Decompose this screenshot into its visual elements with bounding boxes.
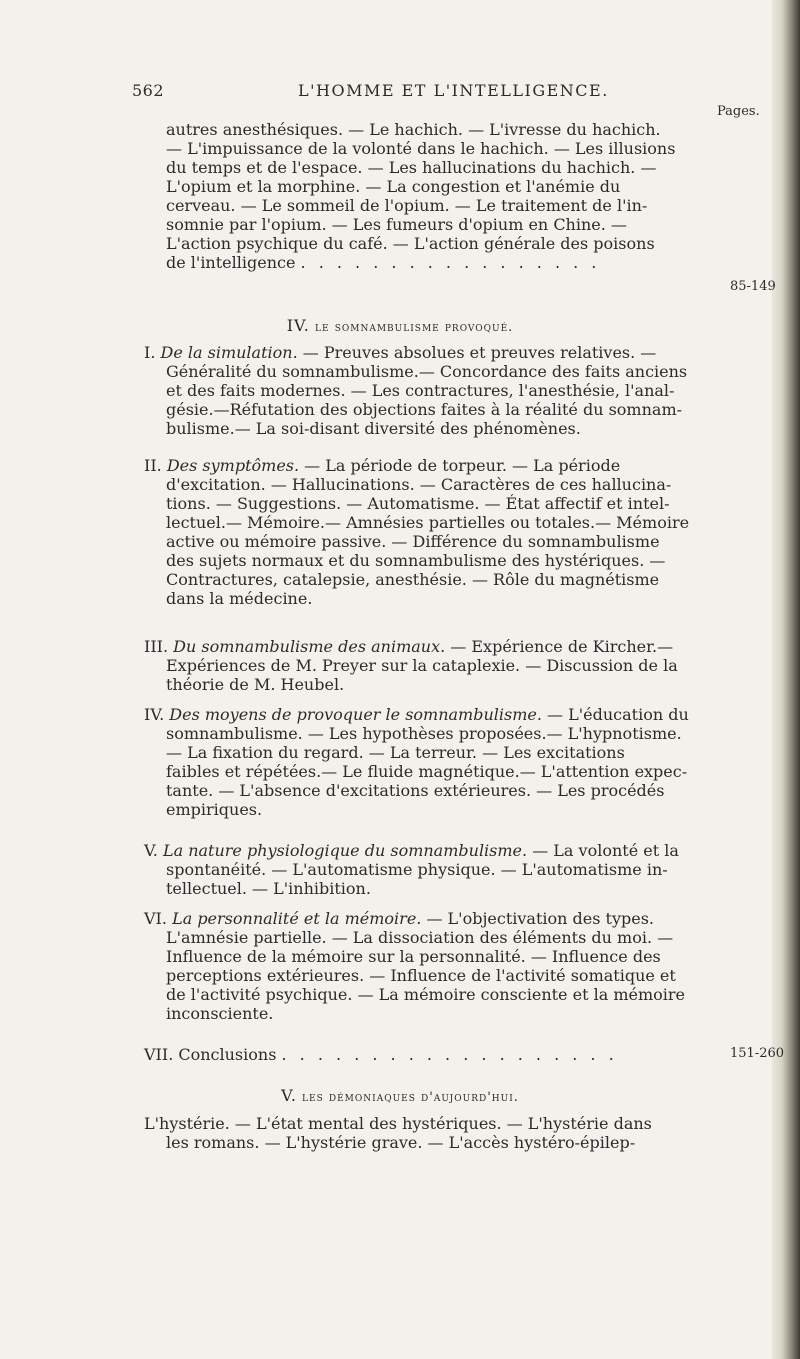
text-line: L'action psychique du café. — L'action générale des poisons bbox=[166, 234, 655, 253]
text-line: somnambulisme. — Les hypothèses proposées.— L'hypnotisme. bbox=[166, 724, 682, 743]
item-label: III. bbox=[144, 637, 169, 656]
item-heading: La nature physiologique du somnambulisme. bbox=[162, 841, 528, 860]
section4-item-1 bbox=[144, 343, 714, 438]
text-line: L'hystérie. — L'état mental des hystériques. — L'hystérie dans bbox=[144, 1114, 652, 1133]
section4-item-5 bbox=[144, 841, 714, 898]
text-line: Conclusions bbox=[173, 1045, 277, 1064]
item-heading: Des moyens de provoquer le somnambulisme. bbox=[169, 705, 542, 724]
item-label: VI. bbox=[144, 909, 167, 928]
section4-item-4 bbox=[144, 705, 714, 819]
text-line: autres anesthésiques. — Le hachich. — L'ivresse du hachich. bbox=[166, 120, 661, 139]
text-line: L'opium et la morphine. — La congestion et l'anémie du bbox=[166, 177, 621, 196]
section4-page-range: 151-260 bbox=[730, 1046, 785, 1061]
text-line: faibles et répétées.— Le fluide magnétique.— L'attention expec- bbox=[166, 762, 688, 781]
text-line: du temps et de l'espace. — Les hallucinations du hachich. — bbox=[166, 158, 657, 177]
item-label: I. bbox=[144, 343, 156, 362]
section5-numeral: V. bbox=[281, 1086, 297, 1105]
section4-item-2 bbox=[144, 456, 714, 608]
text-line: lectuel.— Mémoire.— Amnésies partielles ou totales.— Mémoire bbox=[166, 513, 690, 532]
item-heading: Du somnambulisme des animaux. bbox=[173, 637, 446, 656]
text-line: et des faits modernes. — Les contractures, l'anesthésie, l'anal- bbox=[166, 381, 675, 400]
section4-item-6 bbox=[144, 909, 714, 1023]
section4-numeral: IV. bbox=[286, 316, 310, 335]
pages-column-label: Pages. bbox=[717, 104, 760, 119]
section4-title: le somnambulisme provoqué. bbox=[315, 320, 514, 335]
section3-page-range: 85-149 bbox=[730, 279, 776, 294]
page-edge-shadow bbox=[772, 0, 800, 1359]
item-heading: De la simulation. bbox=[160, 343, 298, 362]
text-line: Généralité du somnambulisme.— Concordance des faits anciens bbox=[166, 362, 688, 381]
text-line: somnie par l'opium. — Les fumeurs d'opium en Chine. — bbox=[166, 215, 627, 234]
item-label: II. bbox=[144, 456, 162, 475]
leader-dots: . . . . . . . . . . . . . . . . . . . bbox=[281, 1045, 618, 1064]
text-line: — La période de torpeur. — La période bbox=[299, 456, 621, 475]
text-line bbox=[166, 253, 714, 272]
section4-item-3 bbox=[144, 637, 714, 694]
leader-dots: . . . . . . . . . . . . . . . . . bbox=[300, 253, 601, 272]
text-line: spontanéité. — L'automatisme physique. — L'automatisme in- bbox=[166, 860, 668, 879]
text-line: tante. — L'absence d'excitations extérieures. — Les procédés bbox=[166, 781, 665, 800]
section4-heading bbox=[0, 316, 800, 335]
text-line: active ou mémoire passive. — Différence du somnambulisme bbox=[166, 532, 660, 551]
text-line: d'excitation. — Hallucinations. — Caractères de ces hallucina- bbox=[166, 475, 672, 494]
item-label: V. bbox=[144, 841, 158, 860]
text-line: Contractures, catalepsie, anesthésie. — Rôle du magnétisme bbox=[166, 570, 660, 589]
text-line-content: de l'intelligence bbox=[166, 253, 296, 272]
text-line: gésie.—Réfutation des objections faites à la réalité du somnam- bbox=[166, 400, 683, 419]
text-line: bulisme.— La soi-disant diversité des phénomènes. bbox=[166, 419, 581, 438]
text-line: Expériences de M. Preyer sur la cataplexie. — Discussion de la bbox=[166, 656, 678, 675]
item-heading: La personnalité et la mémoire. bbox=[172, 909, 422, 928]
section5-title: les démoniaques d'aujourd'hui. bbox=[302, 1090, 519, 1105]
text-line: les romans. — L'hystérie grave. — L'accès hystéro-épilep- bbox=[166, 1133, 636, 1152]
section4-item-7 bbox=[144, 1045, 714, 1064]
text-line: inconsciente. bbox=[166, 1004, 274, 1023]
text-line: — Preuves absolues et preuves relatives. — bbox=[297, 343, 657, 362]
text-line: — L'éducation du bbox=[541, 705, 689, 724]
text-line: tellectuel. — L'inhibition. bbox=[166, 879, 371, 898]
text-line: — La volonté et la bbox=[527, 841, 679, 860]
text-line: des sujets normaux et du somnambulisme des hystériques. — bbox=[166, 551, 666, 570]
text-line: de l'activité psychique. — La mémoire consciente et la mémoire bbox=[166, 985, 686, 1004]
text-line: empiriques. bbox=[166, 800, 263, 819]
section5-paragraph bbox=[144, 1114, 714, 1152]
text-line: — La fixation du regard. — La terreur. — Les excitations bbox=[166, 743, 625, 762]
text-line: — L'impuissance de la volonté dans le hachich. — Les illusions bbox=[166, 139, 676, 158]
page-number: 562 bbox=[132, 81, 165, 100]
text-line: — Expérience de Kircher.— bbox=[445, 637, 674, 656]
section5-heading bbox=[0, 1086, 800, 1105]
text-line: tions. — Suggestions. — Automatisme. — État affectif et intel- bbox=[166, 494, 670, 513]
text-line: cerveau. — Le sommeil de l'opium. — Le traitement de l'in- bbox=[166, 196, 648, 215]
text-line: — L'objectivation des types. bbox=[421, 909, 655, 928]
text-line: théorie de M. Heubel. bbox=[166, 675, 345, 694]
text-line: L'amnésie partielle. — La dissociation des éléments du moi. — bbox=[166, 928, 674, 947]
item-heading: Des symptômes. bbox=[166, 456, 300, 475]
item-label: IV. bbox=[144, 705, 165, 724]
text-line: perceptions extérieures. — Influence de l'activité somatique et bbox=[166, 966, 676, 985]
section3-tail-paragraph bbox=[166, 120, 714, 272]
item-label: VII. bbox=[144, 1045, 174, 1064]
text-line: Influence de la mémoire sur la personnalité. — Influence des bbox=[166, 947, 661, 966]
text-line: dans la médecine. bbox=[166, 589, 313, 608]
running-title: L'HOMME ET L'INTELLIGENCE. bbox=[298, 81, 609, 100]
